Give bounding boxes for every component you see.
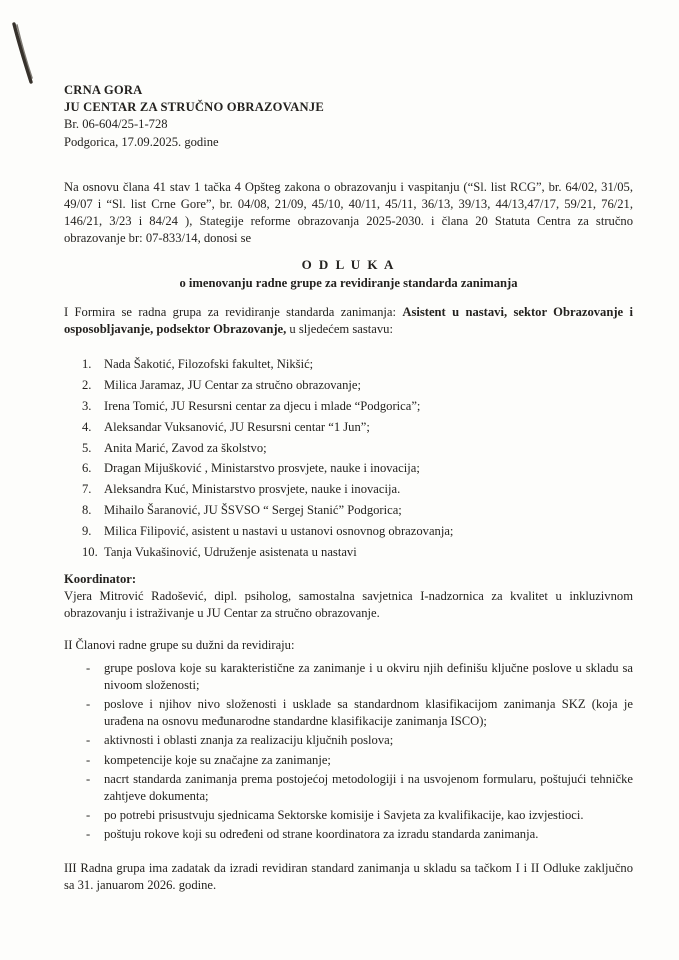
section1-intro-normal: I Formira se radna grupa za revidiranje standarda zanimanja: — [64, 305, 403, 320]
institution-name: JU CENTAR ZA STRUČNO OBRAZOVANJE — [64, 100, 324, 115]
duty-item: - poslove i njihov nivo složenosti i usklade sa standardnom klasifikacijom zanimanja SKZ (koja je urađena na osnovu međunarodne standardne klasifikacije zanimanja ISCO); — [104, 696, 633, 730]
member-item: Nada Šakotić, Filozofski fakultet, Nikšić; — [104, 357, 314, 372]
member-item: Irena Tomić, JU Resursni centar za djecu i mlade “Podgorica”; — [104, 399, 421, 414]
member-item: Milica Jaramaz, JU Centar za stručno obrazovanje; — [104, 378, 362, 393]
member-item: Aleksandar Vuksanović, JU Resursni centar “1 Jun”; — [104, 419, 370, 434]
section1-intro-bold: Asistent u nastavi, sektor Obrazovanje i osposobljavanje, podsektor Obrazovanje, — [64, 305, 633, 337]
legal-preamble: Na osnovu člana 41 stav 1 tačka 4 Opšteg zakona o obrazovanju i vaspitanju (“Sl. list RCG”, br. 64/02, 31/05, 49/07 i “Sl. list Crne Gore”, br. 04/08, 21/09, 45/10, 40/11, 45/11, 36/13, 39/13, 44/13,47/17, 59/21, 76/21, 146/21, 3/23 i 84/24 ), Stategije reforme obrazovanja 2025-2030. i člana 20 Statuta Centra za stručno obrazovanje br: 07-833/14, donosi se — [64, 179, 633, 246]
duty-item: - grupe poslova koje su karakteristične za zanimanje i u okviru njih definišu ključne poslove u skladu sa nivoom složenosti; — [104, 660, 633, 694]
duties-list — [64, 660, 633, 844]
member-item: Anita Marić, Zavod za školstvo; — [104, 440, 267, 455]
member-item: Tanja Vukašinović, Udruženje asistenata u nastavi — [104, 544, 357, 559]
section1-intro-tail: u sljedećem sastavu: — [286, 322, 393, 337]
section2-intro: II Članovi radne grupe su dužni da revidiraju: — [64, 638, 295, 653]
member-item: Dragan Mijušković , Ministarstvo prosvjete, nauke i inovacija; — [104, 461, 420, 476]
document-subtitle: o imenovanju radne grupe za revidiranje standarda zanimanja — [179, 275, 518, 290]
document-title: O D L U K A — [301, 256, 396, 272]
duty-item: - poštuju rokove koji su određeni od strane koordinatora za izradu standarda zanimanja. — [104, 826, 633, 843]
coordinator-text: Vjera Mitrović Radošević, dipl. psiholog, samostalna savjetnica I-nadzornica za kvalitet u inkluzivnom obrazovanju i istraživanje u JU Centar za stručno obrazovanje. — [64, 589, 633, 621]
duty-item: - po potrebi prisustvuju sjednicama Sektorske komisije i Savjeta za kvalifikacije, kao izvjestioci. — [104, 807, 633, 824]
section1-intro — [64, 304, 633, 338]
members-list — [64, 356, 633, 560]
duty-item: - kompetencije koje su značajne za zanimanje; — [104, 752, 633, 769]
member-item: Mihailo Šaranović, JU ŠSVSO “ Sergej Stanić” Podgorica; — [104, 503, 402, 518]
document-header — [64, 82, 633, 151]
duty-item: - nacrt standarda zanimanja prema postojećoj metodologiji i na usvojenom formularu, poštujući tehničke zahtjeve dokumenta; — [104, 771, 633, 805]
section3-text: III Radna grupa ima zadatak da izradi revidiran standard zanimanja u skladu sa tačkom I i II Odluke zaključno sa 31. januarom 2026. godine. — [64, 860, 633, 892]
coordinator-label: Koordinator: — [64, 571, 137, 586]
member-item: Aleksandra Kuć, Ministarstvo prosvjete, nauke i inovacija. — [104, 482, 401, 497]
duty-item: - aktivnosti i oblasti znanja za realizaciju ključnih poslova; — [104, 732, 633, 749]
member-item: Milica Filipović, asistent u nastavi u ustanovi osnovnog obrazovanja; — [104, 523, 454, 538]
country-name: CRNA GORA — [64, 83, 143, 97]
reference-number: Br. 06-604/25-1-728 — [64, 117, 168, 132]
place-date: Podgorica, 17.09.2025. godine — [64, 134, 219, 149]
title-block — [64, 256, 633, 292]
